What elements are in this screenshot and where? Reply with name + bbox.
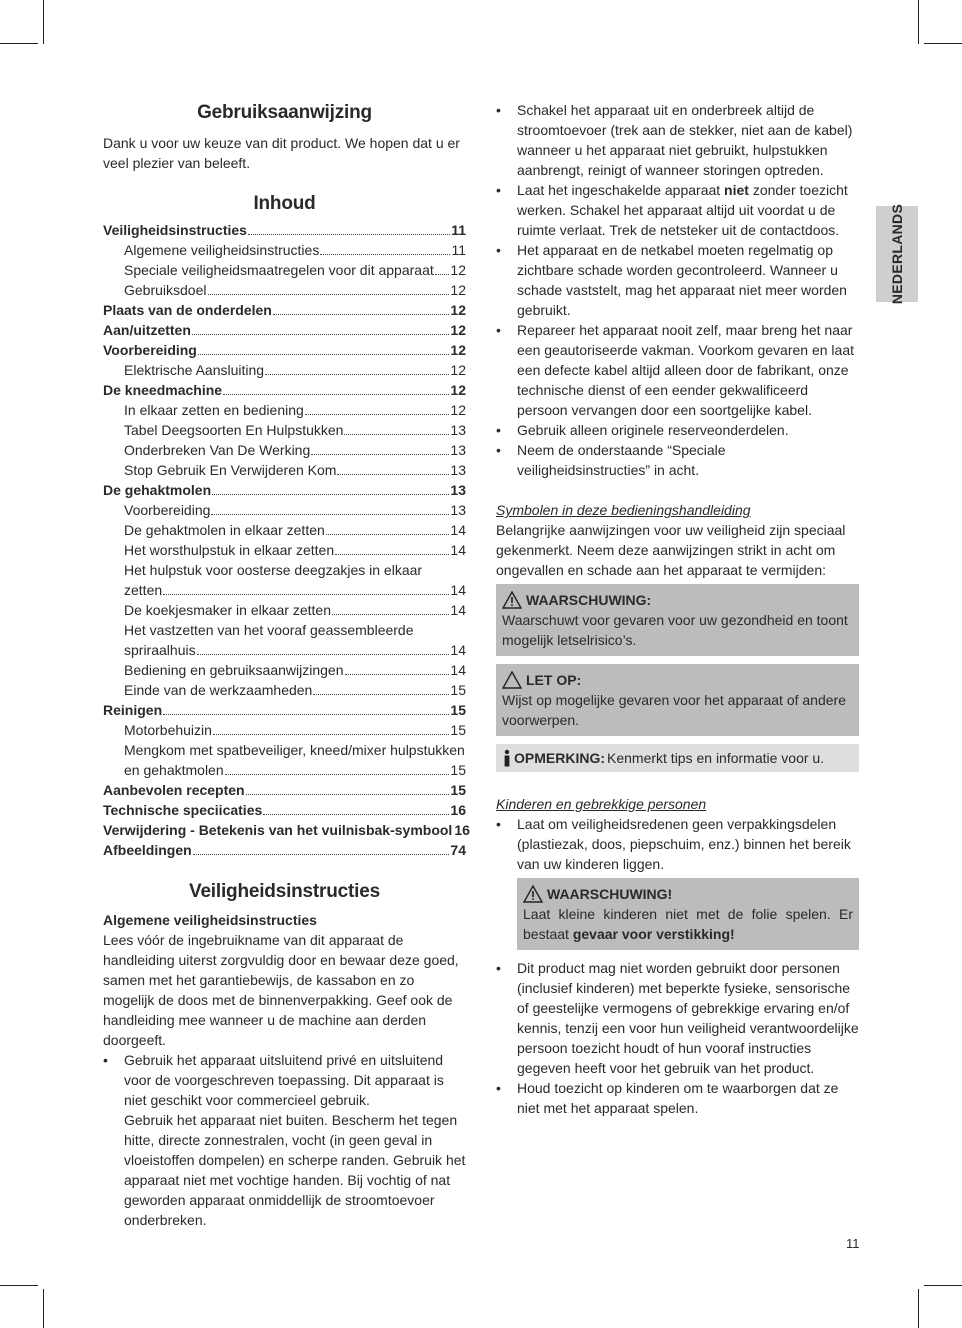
toc-entry <box>103 620 466 640</box>
toc-entry-page: 11 <box>451 242 466 258</box>
toc-entry-page: 13 <box>450 502 466 518</box>
safety-bullets-continued <box>496 100 859 480</box>
toc-entry <box>103 280 466 300</box>
toc-entry <box>103 640 466 660</box>
toc-entry <box>103 300 466 320</box>
page-number: 11 <box>846 1236 860 1251</box>
toc-entry <box>103 320 466 340</box>
right-column <box>496 100 859 1118</box>
toc-entry <box>103 580 466 600</box>
toc-entry <box>103 700 466 720</box>
toc-entry-title: Voorbereiding <box>103 342 197 358</box>
crop-mark <box>43 0 44 44</box>
toc-leader-dots <box>337 474 449 475</box>
toc-entry-page: 15 <box>450 782 466 798</box>
safety-subtitle: Algemene veiligheidsinstructies <box>103 912 317 928</box>
toc-entry <box>103 400 466 420</box>
language-tab-label: NEDERLANDS <box>889 203 905 305</box>
crop-mark <box>43 1289 44 1328</box>
toc-entry-title: Reinigen <box>103 702 163 718</box>
toc-entry-page: 12 <box>450 402 466 418</box>
list-item: • Gebruik alleen originele reserveonderdelen. <box>496 420 859 440</box>
toc-leader-dots <box>197 654 450 655</box>
note-header <box>502 748 853 768</box>
safety-bullets <box>103 1050 466 1230</box>
toc-entry-title: De kneedmachine <box>103 382 223 398</box>
toc-entry-page: 14 <box>450 642 466 658</box>
table-of-contents <box>103 220 470 860</box>
toc-entry-title: De gehaktmolen in elkaar zetten <box>124 522 325 538</box>
toc-entry <box>103 740 466 760</box>
safety-title: Veiligheidsinstructies <box>189 881 380 902</box>
caution-label: LET OP: <box>526 672 582 688</box>
bullet-text: Gebruik het apparaat niet buiten. Bescherm het tegen hitte, directe zonnestralen, vocht (in geen geval in vloeistoffen dompelen) en scherpe randen. Gebruik het apparaat niet met vochtige handen. Bij vochtig of nat geworden apparaat onmiddellijk de stroomtoevoer onderbreken. <box>124 1112 466 1228</box>
note-text: Kenmerkt tips en informatie voor u. <box>607 750 825 766</box>
toc-entry-title: In elkaar zetten en bediening <box>124 402 304 418</box>
toc-entry-title: spriraalhuis <box>124 642 196 658</box>
toc-entry-title: zetten <box>124 582 163 598</box>
toc-entry-page: 15 <box>450 702 466 718</box>
children-warning-header <box>523 884 853 904</box>
toc-entry-title: Het hulpstuk voor oosterse deegzakjes in elkaar <box>124 562 423 578</box>
toc-entry <box>103 260 466 280</box>
toc-entry <box>103 720 466 740</box>
toc-entry-title: Elektrische Aansluiting <box>124 362 265 378</box>
toc-leader-dots <box>248 234 450 235</box>
toc-entry <box>103 540 466 560</box>
toc-entry <box>103 420 466 440</box>
list-item: • Laat om veiligheidsredenen geen verpakkingsdelen (plastiezak, doos, piepschuim, enz.) binnen het bereik van uw kinderen liggen. <box>496 814 859 874</box>
toc-entry-page: 15 <box>450 682 466 698</box>
toc-leader-dots <box>273 314 450 315</box>
safety-intro: Lees vóór de ingebruikname van dit apparaat de handleiding uiterst zorgvuldig door en bewaar deze goed, samen met het garantiebewijs, de kassabon en zo mogelijk de doos met de binnenverpakking. Geef ook de handleiding mee wanneer u de machine aan derden doorgeeft. <box>103 932 459 1048</box>
list-item <box>103 1050 466 1230</box>
bullet-bold: niet <box>724 182 749 198</box>
intro-title: Gebruiksaanwijzing <box>197 102 372 123</box>
caution-triangle-icon <box>502 671 522 689</box>
toc-entry <box>103 760 466 780</box>
note-box <box>496 744 859 772</box>
caution-box <box>496 664 859 736</box>
crop-mark <box>0 43 38 44</box>
list-item: • Dit product mag niet worden gebruikt door personen (inclusief kinderen) met beperkte fysieke, sensorische of geestelijke vermogens of gebrekkige ervaring en/of kennis, tenzij een voor hun veiligheid verantwoordelijke persoon toezicht houdt of hun vooraf instructies gegeven heeft voor het gebruik van het product. <box>496 958 859 1078</box>
toc-entry <box>103 500 466 520</box>
list-item: • Repareer het apparaat nooit zelf, maar breng het naar een geautoriseerde vakman. Voorkom gevaren en laat een defecte kabel altijd alleen door de fabrikant, onze technische dienst of een eender gekwalificeerd persoon vervangen door een soortgelijke kabel. <box>496 320 859 420</box>
children-warning-label: WAARSCHUWING! <box>547 886 673 902</box>
list-item: • Neem de onderstaande “Speciale veiligheidsinstructies” in acht. <box>496 440 859 480</box>
list-item: • Houd toezicht op kinderen om te waarborgen dat ze niet met het apparaat spelen. <box>496 1078 859 1118</box>
left-column <box>103 100 470 1230</box>
note-label: OPMERKING: <box>514 750 605 766</box>
crop-mark <box>924 1285 962 1286</box>
toc-entry-page: 11 <box>451 222 466 238</box>
toc-entry-page: 12 <box>450 262 466 278</box>
toc-entry-title: Bediening en gebruiksaanwijzingen <box>124 662 344 678</box>
toc-entry-title: Speciale veiligheidsmaatregelen voor dit apparaat <box>124 262 434 278</box>
caution-text: Wijst op mogelijke gevaren voor het apparaat of andere voorwerpen. <box>502 692 846 728</box>
toc-entry <box>103 360 466 380</box>
language-tab <box>876 203 918 305</box>
toc-leader-dots <box>198 354 450 355</box>
toc-entry-page: 14 <box>450 542 466 558</box>
toc-leader-dots <box>163 714 449 715</box>
warning-body-bold: gevaar voor verstikking! <box>572 926 735 942</box>
toc-entry-title: Aanbevolen recepten <box>103 782 245 798</box>
toc-entry-page: 16 <box>454 822 470 838</box>
crop-mark <box>924 43 962 44</box>
toc-leader-dots <box>332 614 449 615</box>
toc-entry-page: 14 <box>450 522 466 538</box>
toc-entry-title: en gehaktmolen <box>124 762 224 778</box>
toc-entry-title: Tabel Deegsoorten En Hulpstukken <box>124 422 344 438</box>
toc-entry-title: Technische speciicaties <box>103 802 263 818</box>
toc-leader-dots <box>344 434 449 435</box>
children-heading: Kinderen en gebrekkige personen <box>496 796 707 812</box>
children-bullets-2 <box>496 958 859 1118</box>
crop-mark <box>918 1289 919 1328</box>
toc-entry <box>103 560 466 580</box>
toc-leader-dots <box>263 814 449 815</box>
toc-leader-dots <box>213 734 449 735</box>
toc-entry-title: Motorbehuizin <box>124 722 212 738</box>
toc-leader-dots <box>192 334 450 335</box>
toc-entry-title: De koekjesmaker in elkaar zetten <box>124 602 331 618</box>
warning-header <box>502 590 853 610</box>
toc-entry-title: Voorbereiding <box>124 502 211 518</box>
crop-mark <box>0 1285 38 1286</box>
toc-entry-page: 16 <box>450 802 466 818</box>
toc-entry <box>103 680 466 700</box>
toc-leader-dots <box>193 854 450 855</box>
toc-entry-title: Verwijdering - Betekenis van het vuilnisbak-symbool <box>103 822 453 838</box>
toc-leader-dots <box>223 394 449 395</box>
bullet-text: zonder toezicht werken. Schakel het apparaat altijd uit voordat u de ruimte verlaat. Trek de netsteker uit de contactdoos. <box>517 182 848 238</box>
toc-entry-title: Het worsthulpstuk in elkaar zetten <box>124 542 335 558</box>
toc-entry-title: Plaats van de onderdelen <box>103 302 272 318</box>
toc-entry-page: 12 <box>450 342 466 358</box>
list-item: • Schakel het apparaat uit en onderbreek altijd de stroomtoevoer (trek aan de stekker, niet aan de kabel) wanneer u het apparaat niet gebruikt, hulpstukken aanbrengt, reinigt of wanneer storingen optreden. <box>496 100 859 180</box>
toc-entry-title: Einde van de werkzaamheden <box>124 682 313 698</box>
toc-leader-dots <box>320 254 450 255</box>
toc-leader-dots <box>208 294 450 295</box>
toc-entry-title: Algemene veiligheidsinstructies <box>124 242 320 258</box>
toc-entry-title: Het vastzetten van het vooraf geassembleerde <box>124 622 414 638</box>
toc-leader-dots <box>305 414 450 415</box>
toc-entry <box>103 780 466 800</box>
warning-triangle-icon <box>523 885 543 903</box>
warning-triangle-icon <box>502 591 522 609</box>
toc-entry-page: 13 <box>450 422 466 438</box>
toc-entry-page: 15 <box>450 722 466 738</box>
toc-leader-dots <box>435 274 450 275</box>
list-item: • Het apparaat en de netkabel moeten regelmatig op zichtbare schade worden gecontroleerd. Wanneer u schade vaststelt, mag het apparaat niet meer worden gebruikt. <box>496 240 859 320</box>
toc-entry-page: 12 <box>450 382 466 398</box>
toc-entry-title: Gebruiksdoel <box>124 282 207 298</box>
toc-leader-dots <box>265 374 449 375</box>
info-icon <box>502 749 512 767</box>
toc-entry-page: 13 <box>450 442 466 458</box>
bullet-text: Laat het ingeschakelde apparaat <box>517 182 725 198</box>
toc-leader-dots <box>313 694 449 695</box>
toc-entry-page: 12 <box>450 362 466 378</box>
warning-text: Waarschuwt voor gevaren voor uw gezondheid en toont mogelijk letselrisico’s. <box>502 612 848 648</box>
symbols-heading: Symbolen in deze bedieningshandleiding <box>496 502 751 518</box>
warning-box <box>496 584 859 656</box>
toc-leader-dots <box>311 454 449 455</box>
toc-leader-dots <box>211 514 449 515</box>
caution-header <box>502 670 853 690</box>
toc-entry <box>103 440 466 460</box>
toc-entry-page: 14 <box>450 602 466 618</box>
toc-entry <box>103 660 466 680</box>
toc-leader-dots <box>163 594 449 595</box>
toc-entry-page: 13 <box>450 482 466 498</box>
toc-entry-title: Afbeeldingen <box>103 842 192 858</box>
toc-entry <box>103 240 466 260</box>
children-warning-box <box>517 878 859 950</box>
toc-entry <box>103 800 466 820</box>
toc-entry <box>103 340 466 360</box>
intro-text: Dank u voor uw keuze van dit product. We hopen dat u er veel plezier van beleeft. <box>103 135 460 171</box>
toc-leader-dots <box>212 494 449 495</box>
toc-title: Inhoud <box>253 193 316 214</box>
symbols-text: Belangrijke aanwijzingen voor uw veiligheid zijn speciaal gekenmerkt. Neem deze aanwijzingen strikt in acht om ongevallen en schade aan het apparaat te vermijden: <box>496 522 846 578</box>
toc-entry <box>103 820 470 840</box>
toc-entry-page: 74 <box>450 842 466 858</box>
warning-body: Laat kleine kinderen niet met de folie spelen. Er bestaat <box>523 906 853 942</box>
toc-entry-title: Onderbreken Van De Werking <box>124 442 311 458</box>
toc-entry <box>103 380 466 400</box>
list-item <box>496 180 859 240</box>
toc-entry-page: 12 <box>450 282 466 298</box>
toc-leader-dots <box>246 794 450 795</box>
crop-mark <box>918 0 919 44</box>
warning-label: WAARSCHUWING: <box>526 592 652 608</box>
toc-entry <box>103 600 466 620</box>
toc-entry-page: 14 <box>450 582 466 598</box>
toc-entry <box>103 460 466 480</box>
children-warning-text <box>523 904 853 944</box>
toc-entry-page: 12 <box>450 322 466 338</box>
toc-entry <box>103 840 466 860</box>
toc-entry-page: 12 <box>450 302 466 318</box>
children-bullets <box>496 814 859 874</box>
toc-entry-title: De gehaktmolen <box>103 482 212 498</box>
toc-entry-title: Mengkom met spatbeveiliger, kneed/mixer hulpstukken <box>124 742 465 758</box>
toc-leader-dots <box>326 534 450 535</box>
toc-entry-title: Stop Gebruik En Verwijderen Kom <box>124 462 337 478</box>
toc-entry <box>103 520 466 540</box>
toc-entry-page: 14 <box>450 662 466 678</box>
toc-leader-dots <box>335 554 449 555</box>
toc-entry <box>103 480 466 500</box>
toc-leader-dots <box>345 674 450 675</box>
toc-leader-dots <box>225 774 450 775</box>
toc-entry-page: 13 <box>450 462 466 478</box>
toc-entry-page: 15 <box>450 762 466 778</box>
toc-entry-title: Veiligheidsinstructies <box>103 222 247 238</box>
toc-entry-title: Aan/uitzetten <box>103 322 191 338</box>
toc-entry <box>103 220 466 240</box>
bullet-text: Gebruik het apparaat uitsluitend privé en uitsluitend voor de voorgeschreven toepassing. Dit apparaat is niet geschikt voor commercieel gebruik. <box>124 1052 444 1108</box>
